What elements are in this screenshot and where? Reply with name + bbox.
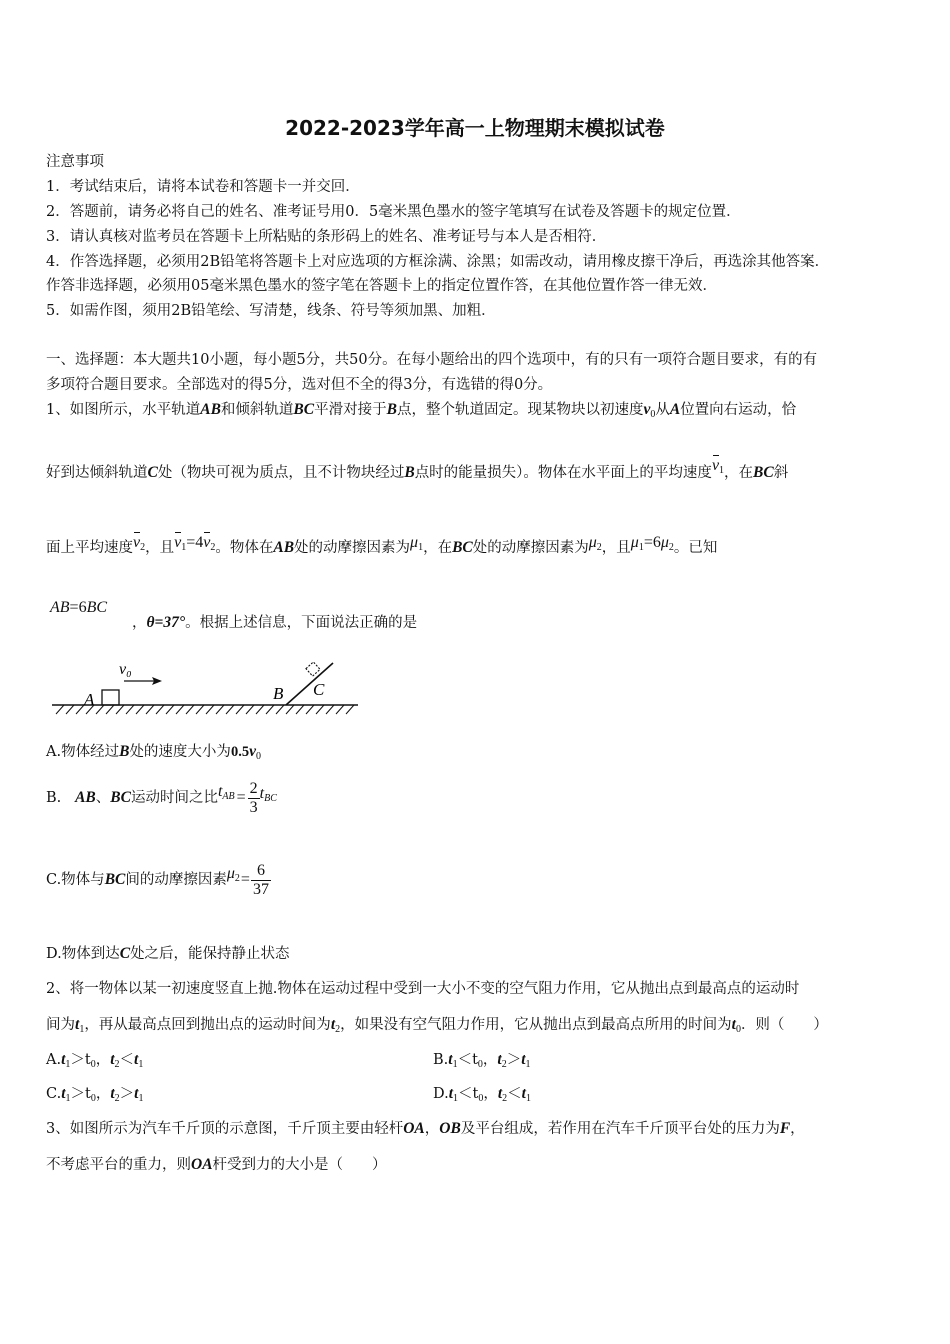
- fraction-two-thirds: $\frac{2}{3}$: [249, 779, 258, 816]
- q1-line4: ，θ=37°。根据上述信息，下面说法正确的是: [132, 614, 418, 631]
- page-title: 2022-2023学年高一上物理期末模拟试卷: [285, 116, 665, 140]
- q1-track-figure: [46, 655, 366, 717]
- incline-line: [286, 663, 333, 705]
- q2-option-c[interactable]: $C.t_1>t_0$，$t_2>t_1$: [46, 1085, 144, 1104]
- q2-line2: 间为$t_1$，再从最高点回到抛出点的运动时间为$t_2$，如果没有空气阻力作用，它从抛出点到最高点所用的时间为$t_0$．则（ ）: [46, 1016, 828, 1035]
- q3-line1: 3、如图所示为汽车千斤顶的示意图，千斤顶主要由轻杆OA，OB及平台组成，若作用在汽车千斤顶平台处的压力为F，: [46, 1120, 805, 1137]
- section-intro-line1: 一、选择题：本大题共10小题，每小题5分，共50分。在每小题给出的四个选项中，有的只有一项符合题目要求，有的有: [46, 352, 818, 368]
- q1-line3: 面上平均速度$v_2$，且$v_1=4v_2$。物体在AB处的动摩擦因素为$\mu_1$，在BC处的动摩擦因素为$\mu_2$，且$\mu_1=6\mu_2$。已知: [46, 534, 718, 556]
- label-b: B: [273, 684, 284, 703]
- notice-item-4: 4．作答选择题，必须用2B铅笔将答题卡上对应选项的方框涂满、涂黑；如需改动，请用橡皮擦干净后，再选涂其他答案．: [46, 254, 830, 270]
- notice-item-2: 2．答题前，请务必将自己的姓名、准考证号用0．5毫米黑色墨水的签字笔填写在试卷及答题卡的规定位置．: [46, 204, 741, 220]
- q1-option-b[interactable]: B. AB、BC运动时间之比$t_{AB}$ = $\frac{2}{3}$ $t_{BC}$: [46, 779, 277, 816]
- fraction-six-37: $\frac{6}{37}$: [252, 861, 269, 898]
- q1-option-c[interactable]: C.物体与BC间的动摩擦因素$\mu_2=$ $\frac{6}{37}$: [46, 861, 269, 898]
- q1-option-d[interactable]: D.物体到达C处之后，能保持静止状态: [46, 945, 290, 962]
- q1-line2: 好到达倾斜轨道C处（物块可视为质点，且不计物块经过B点时的能量损失）。物体在水平面上的平均速度$v_1$，在BC斜: [46, 457, 789, 481]
- notice-item-4-cont: 作答非选择题，必须用05毫米黑色墨水的签字笔在答题卡上的指定位置作答，在其他位置作答一律无效．: [46, 278, 717, 294]
- notice-heading: 注意事项: [46, 154, 104, 170]
- q1-line1: 1、如图所示，水平轨道AB和倾斜轨道BC平滑对接于B点，整个轨道固定。现某物块以初速度$v_0$从A位置向右运动，恰: [46, 401, 797, 420]
- q2-option-a[interactable]: $A.t_1>t_0$，$t_2<t_1$: [46, 1051, 144, 1070]
- label-v0: v₀: [119, 661, 132, 678]
- label-c: C: [313, 680, 325, 699]
- ground-hatch: [56, 705, 354, 714]
- notice-item-1: 1．考试结束后，请将本试卷和答题卡一并交回．: [46, 179, 360, 195]
- q3-line2: 不考虑平台的重力，则OA杆受到力的大小是（ ）: [46, 1156, 387, 1173]
- q2-option-b[interactable]: $B.t_1<t_0$，$t_2>t_1$: [433, 1051, 531, 1070]
- notice-item-5: 5．如需作图，须用2B铅笔绘、写清楚，线条、符号等须加黑、加粗．: [46, 303, 496, 319]
- q1-option-a[interactable]: A.物体经过B处的速度大小为$0.5v_0$: [46, 743, 261, 762]
- notice-item-3: 3．请认真核对监考员在答题卡上所粘贴的条形码上的姓名、准考证号与本人是否相符．: [46, 229, 607, 245]
- q2-option-d[interactable]: $D.t_1<t_0$，$t_2<t_1$: [433, 1085, 531, 1104]
- label-a: A: [84, 690, 95, 709]
- q1-ab-formula: AB=6BC: [50, 599, 108, 616]
- q2-line1: 2、将一物体以某一初速度竖直上抛.物体在运动过程中受到一大小不变的空气阻力作用，它从抛出点到最高点的运动时: [46, 981, 800, 997]
- block-at-c: [306, 662, 320, 676]
- block-at-a: [102, 690, 119, 705]
- section-intro-line2: 多项符合题目要求。全部选对的得5分，选对但不全的得3分，有选错的得0分。: [46, 377, 553, 393]
